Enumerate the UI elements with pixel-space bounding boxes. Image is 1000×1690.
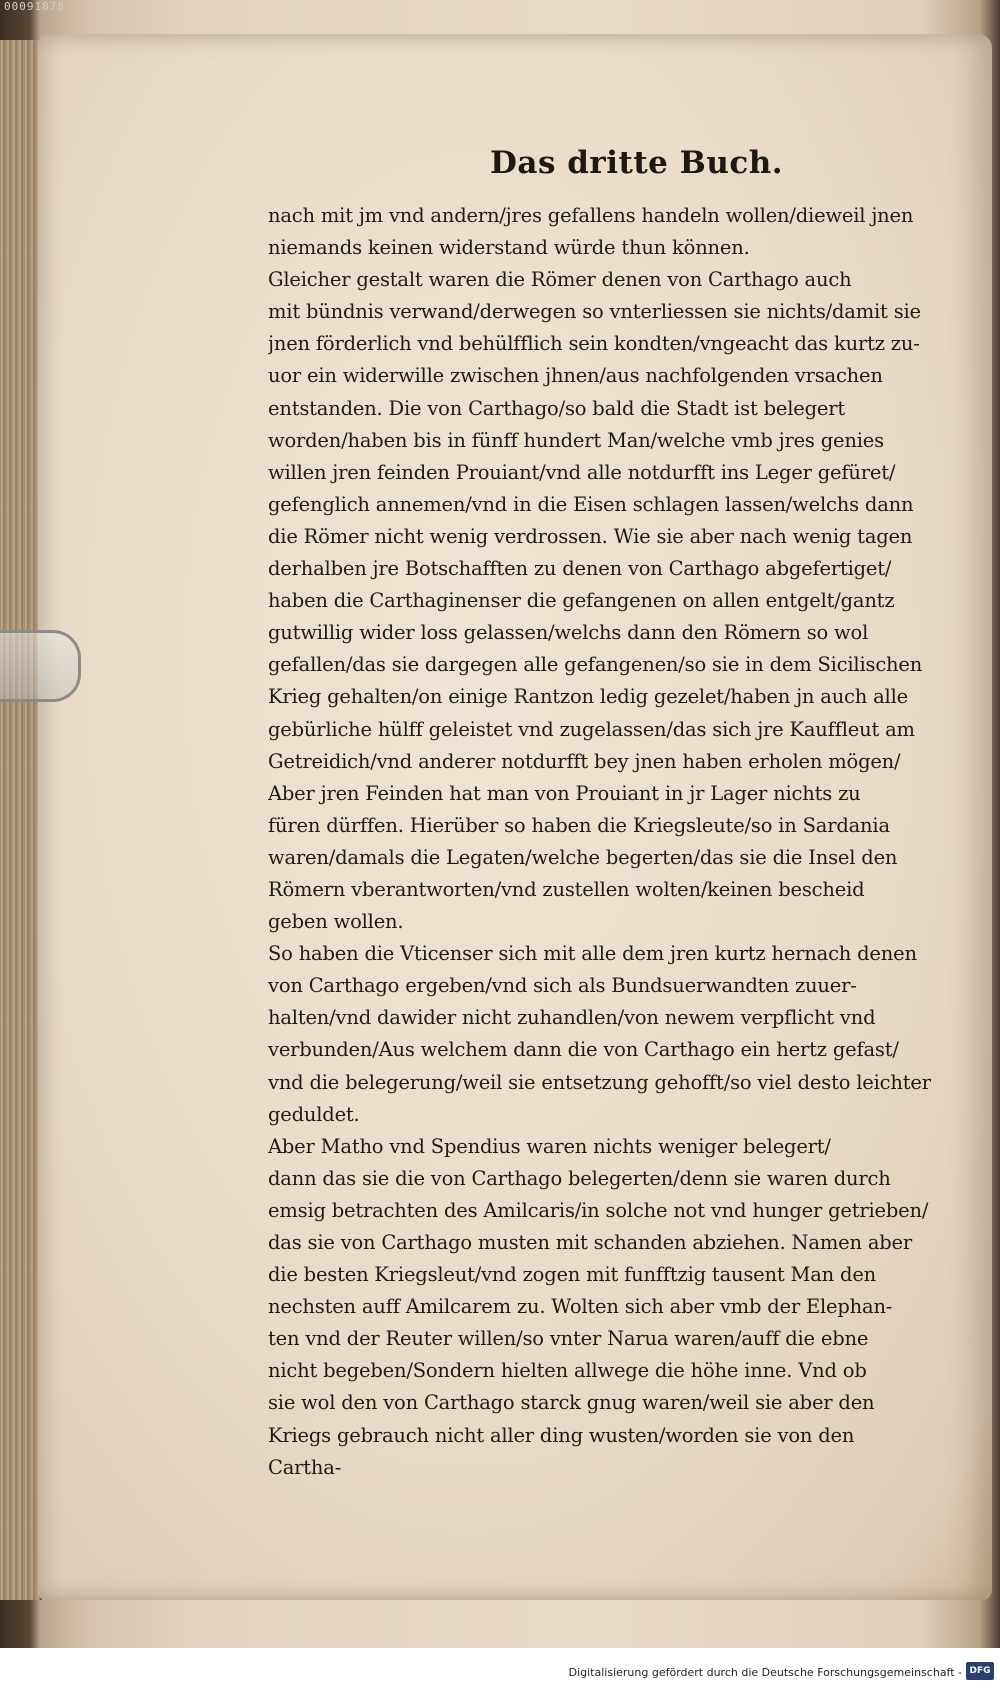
text-line: entstanden. Die von Carthago/so bald die Stadt ist belegert [268,396,845,420]
text-line: nechsten auff Amilcarem zu. Wolten sich aber vmb der Elephan- [268,1295,893,1319]
text-line: Cartha- [268,1455,342,1479]
text-line: von Carthago ergeben/vnd sich als Bundsuerwandten zuuer- [268,974,857,998]
text-line: gefallen/das sie dargegen alle gefangenen/so sie in dem Sicilischen [268,653,923,677]
text-line: waren/damals die Legaten/welche begerten/das sie die Insel den [268,845,898,869]
text-line: ten vnd der Reuter willen/so vnter Narua waren/auff die ebne [268,1327,869,1351]
text-line: füren dürffen. Hierüber so haben die Kriegsleute/so in Sardania [268,813,890,837]
text-line: dann das sie die von Carthago belegerten/denn sie waren durch [268,1166,891,1190]
book-edge [0,40,42,1600]
text-line: die besten Kriegsleut/vnd zogen mit funfftzig tausent Man den [268,1263,877,1287]
text-line: die Römer nicht wenig verdrossen. Wie sie aber nach wenig tagen [268,524,913,548]
text-line: gutwillig wider loss gelassen/welchs dann den Römern so wol [268,621,869,645]
text-line: willen jren feinden Prouiant/vnd alle notdurfft ins Leger gefüret/ [268,460,896,484]
text-line: geduldet. [268,1102,360,1126]
text-line: Aber jren Feinden hat man von Prouiant in jr Lager nichts zu [268,781,861,805]
text-line: jnen förderlich vnd behülfflich sein kondten/vngeacht das kurtz zu- [268,332,920,356]
text-line: mit bündnis verwand/derwegen so vnterliessen sie nichts/damit sie [268,300,921,324]
footer-bar [0,1648,1000,1690]
page-clip [0,630,81,702]
text-line: emsig betrachten des Amilcaris/in solche not vnd hunger getrieben/ [268,1198,929,1222]
page-header: Das dritte Buch. [490,145,784,181]
text-line: Kriegs gebrauch nicht aller ding wusten/worden sie von den [268,1423,855,1447]
text-line: niemands keinen widerstand würde thun können. [268,236,750,260]
text-line: sie wol den von Carthago starck gnug waren/weil sie aber den [268,1391,875,1415]
scan-id: 00091878 [4,0,65,13]
text-line: Aber Matho vnd Spendius waren nichts weniger belegert/ [268,1134,831,1158]
text-line: verbunden/Aus welchem dann die von Carthago ein hertz gefast/ [268,1038,899,1062]
text-line: haben die Carthaginenser die gefangenen on allen entgelt/gantz [268,589,895,613]
text-line: vnd die belegerung/weil sie entsetzung gehofft/so viel desto leichter [268,1070,931,1094]
text-line: halten/vnd dawider nicht zuhandlen/von newem verpflicht vnd [268,1006,876,1030]
text-line: derhalben jre Botschafften zu denen von Carthago abgefertiget/ [268,557,892,581]
text-line: Krieg gehalten/on einige Rantzon ledig gezelet/haben jn auch alle [268,685,908,709]
body-text [268,200,946,1484]
text-line: Gleicher gestalt waren die Römer denen von Carthago auch [268,268,852,292]
text-line: worden/haben bis in fünff hundert Man/welche vmb jres genies [268,428,884,452]
footer-credit: Digitalisierung gefördert durch die Deutsche Forschungsgemeinschaft - [568,1666,962,1679]
text-line: So haben die Vticenser sich mit alle dem jren kurtz hernach denen [268,942,917,966]
text-line: nach mit jm vnd andern/jres gefallens handeln wollen/dieweil jnen [268,204,914,227]
text-line: geben wollen. [268,910,404,934]
text-line: gefenglich annemen/vnd in die Eisen schlagen lassen/welchs dann [268,492,914,516]
text-line: Römern vberantworten/vnd zustellen wolten/keinen bescheid [268,877,865,901]
text-line: gebürliche hülff geleistet vnd zugelassen/das sich jre Kauffleut am [268,717,915,741]
text-line: uor ein widerwille zwischen jhnen/aus nachfolgenden vrsachen [268,364,883,388]
text-line: nicht begeben/Sondern hielten allwege die höhe inne. Vnd ob [268,1359,867,1383]
text-line: das sie von Carthago musten mit schanden abziehen. Namen aber [268,1231,912,1254]
text-line: Getreidich/vnd anderer notdurfft bey jnen haben erholen mögen/ [268,749,901,773]
dfg-logo: DFG [966,1662,994,1680]
